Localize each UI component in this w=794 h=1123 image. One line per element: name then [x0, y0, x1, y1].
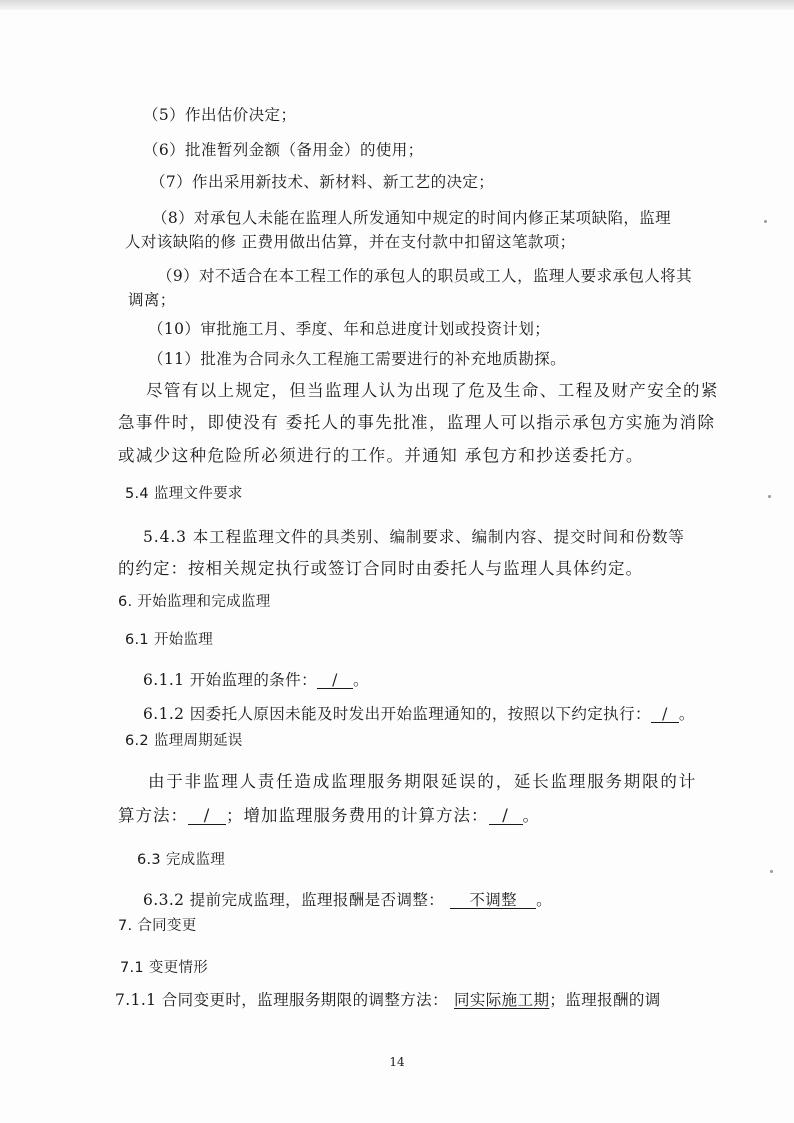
item-9-line-1: （9）对不适合在本工程工作的承包人的职员或工人，监理人要求承包人将其	[157, 267, 692, 285]
page-number: 14	[389, 1055, 405, 1069]
clause-6-1-2-end: 。	[678, 705, 695, 723]
clause-7-1-1-value: 同实际施工期	[453, 991, 550, 1009]
clause-6-3-2	[143, 890, 552, 910]
clause-6-1-1-value: /	[317, 672, 353, 689]
item-5: （5）作出估价决定；	[143, 106, 297, 124]
scan-speck	[768, 495, 771, 498]
heading-7: 7. 合同变更	[118, 918, 197, 934]
heading-6-3: 6.3 完成监理	[137, 852, 226, 868]
paragraph-line-1: 尽管有以上规定，但当监理人认为出现了危及生命、工程及财产安全的紧	[146, 381, 719, 400]
clause-6-1-1-end: 。	[352, 671, 369, 689]
clause-6-2-text-2: ；增加监理服务费用的计算方法：	[226, 806, 489, 825]
heading-7-1: 7.1 变更情形	[120, 960, 209, 976]
heading-5-4: 5.4 监理文件要求	[125, 486, 243, 502]
scan-speck	[770, 870, 773, 873]
clause-6-1-1-text: 6.1.1 开始监理的条件：	[143, 671, 317, 689]
clause-6-3-2-value: 不调整	[450, 892, 536, 909]
clause-6-2-text-1: 算方法：	[118, 806, 188, 825]
heading-6: 6. 开始监理和完成监理	[118, 594, 271, 610]
scan-speck	[764, 220, 767, 223]
item-8-line-2: 人对该缺陷的修 正费用做出估算，并在支付款中扣留这笔款项；	[125, 233, 576, 251]
clause-7-1-1	[115, 990, 661, 1010]
heading-6-2: 6.2 监理周期延误	[125, 733, 243, 749]
clause-6-2-value-2: /	[489, 808, 523, 825]
item-11: （11）批准为合同永久工程施工需要进行的补充地质勘探。	[148, 350, 567, 368]
clause-6-3-2-text: 6.3.2 提前完成监理，监理报酬是否调整：	[143, 891, 445, 909]
clause-6-2-value-1: /	[188, 808, 226, 825]
item-10: （10）审批施工月、季度、年和总进度计划或投资计划；	[148, 320, 551, 338]
scan-edge	[0, 0, 794, 10]
paragraph-line-2: 急事件时，即使没有 委托人的事先批准，监理人可以指示承包方实施为消除	[118, 413, 716, 432]
item-9-line-2: 调离；	[128, 291, 176, 309]
clause-7-1-1-end: ；监理报酬的调	[549, 991, 661, 1009]
item-8-line-1: （8）对承包人未能在监理人所发通知中规定的时间内修正某项缺陷，监理	[152, 209, 672, 227]
clause-5-4-3-line-1: 5.4.3 本工程监理文件的具类别、编制要求、编制内容、提交时间和份数等	[143, 528, 685, 546]
heading-6-1: 6.1 开始监理	[125, 632, 214, 648]
item-7: （7）作出采用新技术、新材料、新工艺的决定；	[150, 173, 495, 191]
clause-6-1-1	[143, 670, 369, 690]
clause-6-3-2-end: 。	[536, 891, 553, 909]
clause-6-1-2	[143, 704, 695, 724]
item-6: （6）批准暂列金额（备用金）的使用；	[143, 141, 424, 159]
clause-5-4-3-line-2: 的约定：按相关规定执行或签订合同时由委托人与监理人具体约定。	[118, 559, 643, 578]
clause-7-1-1-text: 7.1.1 合同变更时，监理服务期限的调整方法：	[115, 991, 448, 1009]
clause-6-1-2-text: 6.1.2 因委托人原因未能及时发出开始监理通知的，按照以下约定执行：	[143, 705, 651, 723]
paragraph-line-3: 或减少这种危险所必须进行的工作。并通知 承包方和抄送委托方。	[118, 446, 644, 465]
clause-6-2-line-1: 由于非监理人责任造成监理服务期限延误的，延长监理服务期限的计	[148, 772, 697, 791]
clause-6-2-end: 。	[522, 806, 540, 825]
clause-6-1-2-value: /	[651, 706, 679, 723]
clause-6-2-line-2	[118, 806, 540, 826]
